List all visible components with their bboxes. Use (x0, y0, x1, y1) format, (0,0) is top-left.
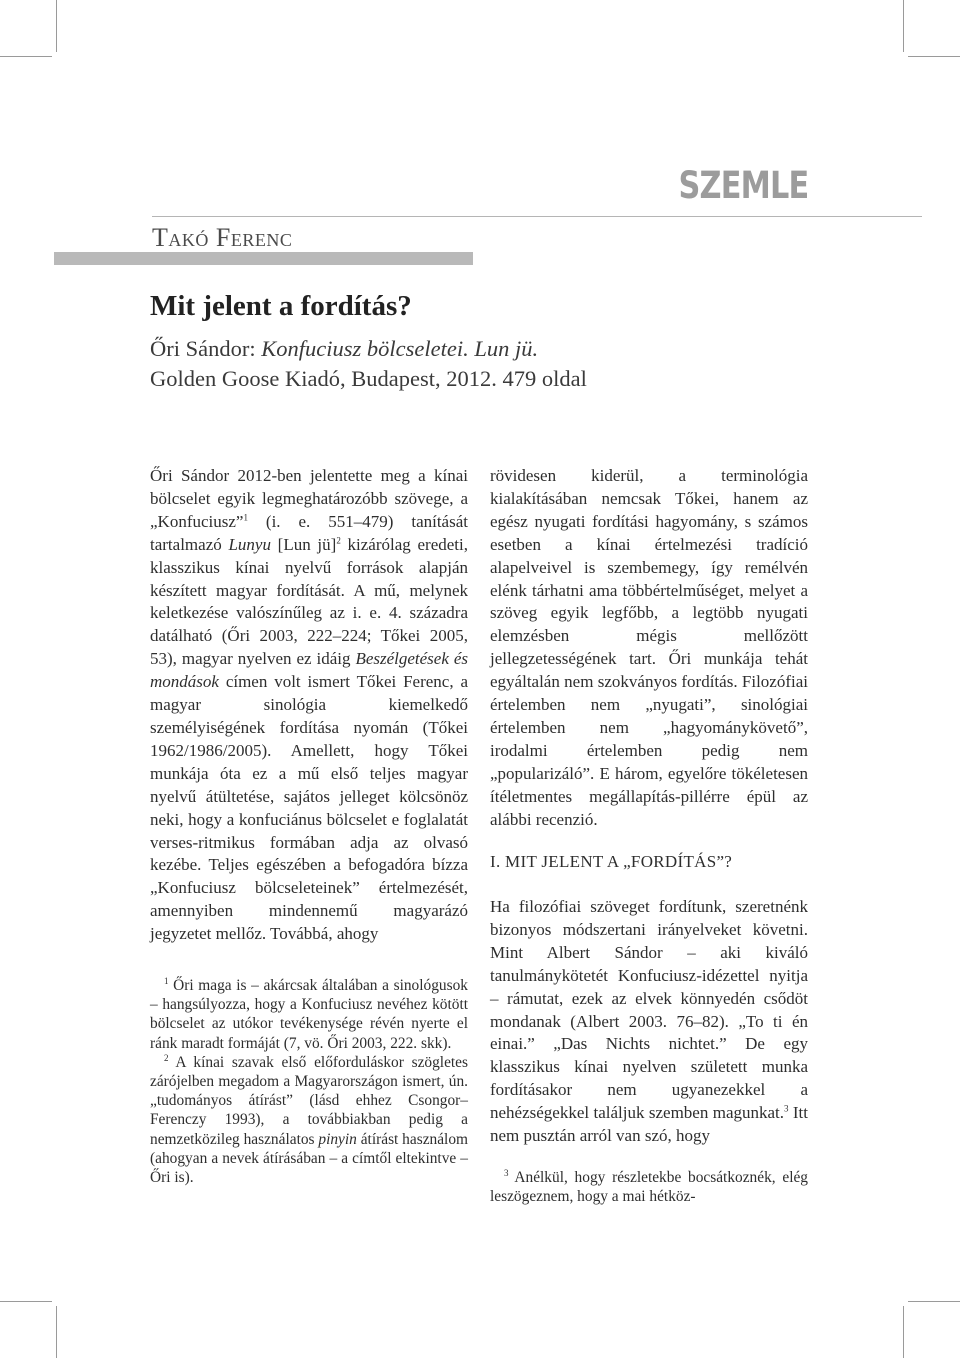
footnotes-right (490, 1168, 808, 1206)
subtitle-author: Őri Sándor: (150, 336, 262, 361)
column-left (150, 465, 468, 946)
text-run: [Lun jü] (270, 534, 337, 554)
column-right (490, 465, 808, 832)
subtitle-book: Konfuciusz bölcseletei. Lun jü. (261, 336, 539, 361)
footnote-1 (150, 976, 468, 1053)
footnote-2 (150, 1053, 468, 1187)
paragraph (150, 465, 468, 946)
paragraph (490, 896, 808, 1148)
crop-mark (0, 1301, 52, 1302)
crop-mark (903, 1306, 904, 1358)
footnote-ref: 2 (336, 535, 341, 546)
crop-mark (908, 56, 960, 57)
crop-mark (0, 56, 52, 57)
section-heading: I. MIT JELENT A „FORDÍTÁS”? (490, 852, 733, 871)
crop-mark (56, 0, 57, 52)
subtitle-publisher: Golden Goose Kiadó, Budapest, 2012. 479 oldal (150, 366, 587, 391)
paragraph: rövidesen kiderül, a terminológia kialakításában nemcsak Tőkei, hanem az egész nyugati fordítási hagyomány, s számos esetben a kínai értelmezési tradíció alapelveivel is szembemegy, így remélvén elénk tárhatni ama többértelműséget, melyet a szöveg egyik legfőbb, a legtöbb nyugati elemzésben mégis mellőzött jellegzetességének tart. Őri munkája tehát egyáltalán nem szokványos fordítás. Filozófiai értelemben nem „nyugati”, sinológiai értelemben nem „hagyománykövető”, irodalmi értelemben pedig nem „popularizáló”. E három, egyelőre tökéletesen ítéletmentes megállapítás-pillérre épül az alábbi recenzió. (490, 466, 808, 829)
term-lunyu: Lunyu (228, 534, 271, 554)
footnote-ref: 1 (243, 512, 248, 523)
crop-mark (56, 1306, 57, 1358)
footnote-text: átírást használom (ahogyan a nevek átírásában – a címtől eltekintve – Őri is). (150, 1130, 468, 1187)
header-rule (152, 216, 922, 217)
text-run: Itt nem pusztán arról van szó, hogy (490, 1103, 809, 1146)
term-pinyin: pinyin (318, 1130, 357, 1148)
author-name: Takó Ferenc (152, 223, 293, 252)
footnote-text: A kínai szavak első előforduláskor szögletes zárójelben megadom a Magyarországon ismert, ún. „tudományos átírást” (lásd ehhez Csongor–Ferenczy 1993), a továbbiakban pedig a nemzetközileg használatos (150, 1053, 468, 1148)
text-run: Ha filozófiai szöveget fordítunk, szeretnénk bizonyos módszertani irányelveket követni. Mint Albert Sándor – aki kiváló tanulmánykötetét Konfuciusz-idézettel nyitja – rámutat, ezek az elvek könnyedén csődöt mondanak (Albert 2003. 76–82). „To ti én einai.” „Das Nichts nichtet.” De egy klasszikus kínai nyelven született munka fordításakor nem ugyanezekkel a nehézségekkel találjuk szemben magunkat. (490, 897, 808, 1123)
text-run: Őri Sándor 2012-ben jelentette meg a kínai bölcselet egyik legmeghatározóbb szövege, a „Konfuciusz” (150, 466, 468, 531)
column-right-cont (490, 896, 808, 1148)
footnote-ref: 3 (784, 1103, 789, 1114)
author-bar (54, 252, 473, 265)
footnote-3 (490, 1168, 808, 1206)
footnote-text: Őri maga is – akárcsak általában a sinológusok – hangsúlyozza, hogy a Konfuciusz nevéhez kötött bölcselet az utókor tevékenysége révén nyerte el ránk maradt formáját (7, vö. Őri 2003, 222. skk). (150, 977, 468, 1052)
article-subtitle (150, 334, 670, 394)
crop-mark (908, 1301, 960, 1302)
footnote-number: 1 (164, 975, 169, 986)
text-run: (i. e. 551–479) tanítását tartalmazó (150, 511, 468, 554)
article-title: Mit jelent a fordítás? (150, 290, 412, 322)
footnote-number: 2 (164, 1052, 169, 1063)
footnote-text: Anélkül, hogy részletekbe bocsátkoznék, elég leszögeznem, hogy a mai hétköz- (490, 1169, 808, 1206)
text-run: kizárólag eredeti, klasszikus kínai nyelvű források alapján készített magyar fordítását. A mű, melynek keletkezése valószínűleg az i. e. 4. századra datálható (Őri 2003, 222–224; Tőkei 2005, 53), magyar nyelven ez idáig (150, 534, 468, 669)
section-label: SZEMLE (678, 164, 808, 207)
book-title: Beszélgetések és mondások (150, 649, 468, 692)
footnotes-left (150, 976, 468, 1187)
crop-mark (903, 0, 904, 52)
text-run: címen volt ismert Tőkei Ferenc, a magyar sinológia kiemelkedő személyiségének fordítása nyomán (Tőkei 1962/1986/2005). Amellett, hogy Tőkei munkája óta ez a mű első teljes magyar nyelvű átültetése, sajátos jelleget kölcsönöz neki, hogy a konfuciánus bölcselet e foglalatát verses-ritmikus formában adja az olvasó kezébe. Teljes egészében a befogadóra bízza „Konfuciusz bölcseleteinek” értelmezését, amennyiben mindennemű magyarázó jegyzetet mellőz. Továbbá, ahogy (150, 672, 468, 944)
footnote-number: 3 (504, 1167, 509, 1178)
